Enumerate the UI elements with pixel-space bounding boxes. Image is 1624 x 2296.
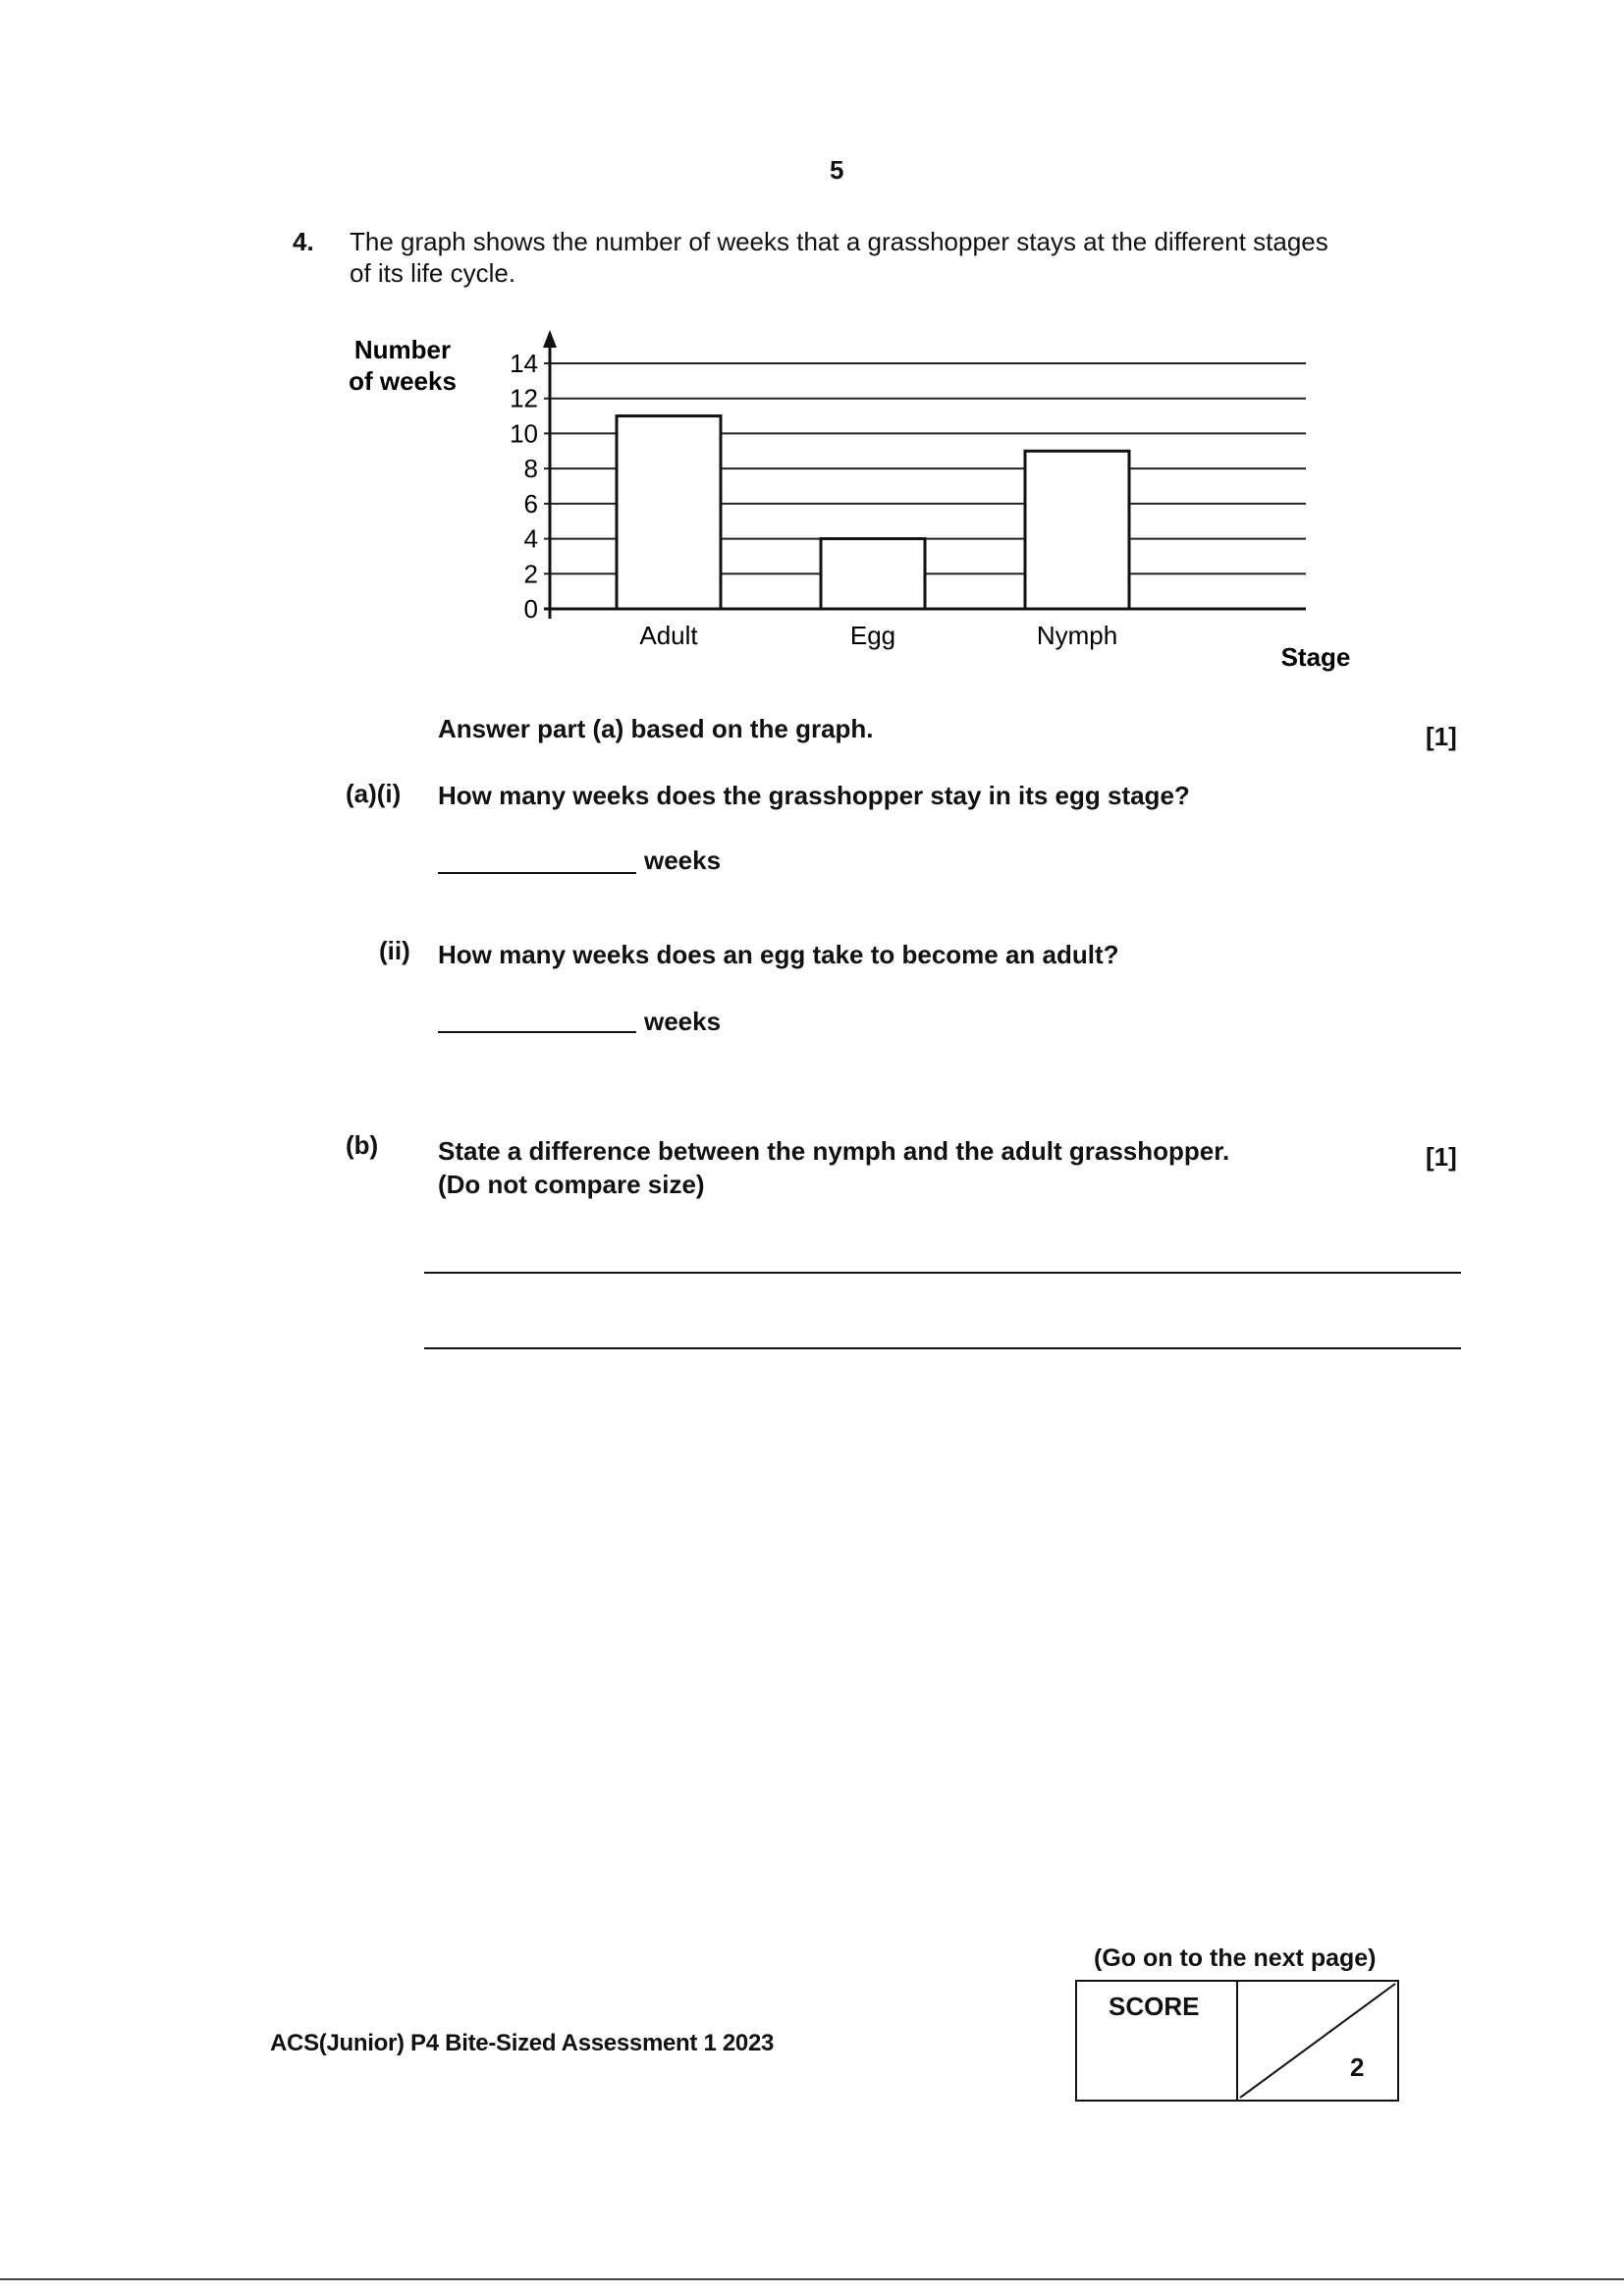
y-tick-label: 14 (510, 349, 538, 378)
y-tick-label: 0 (523, 594, 538, 624)
bars (617, 416, 1129, 609)
question-stem-line-1: The graph shows the number of weeks that a grasshopper stays at the different stages (350, 227, 1328, 256)
score-label: SCORE (1109, 1992, 1200, 2021)
part-a-i-label: (a)(i) (346, 779, 402, 808)
question-stem (350, 226, 1328, 289)
part-a-ii-unit: weeks (644, 1007, 722, 1036)
question-number: 4. (293, 227, 314, 256)
bar-adult (617, 416, 721, 609)
instruction-marks: [1] (1426, 722, 1457, 751)
bar-chart (324, 312, 1365, 685)
part-b-question-line-1: State a difference between the nymph and the adult grasshopper. (438, 1136, 1230, 1166)
x-tick-label: Nymph (1036, 621, 1118, 650)
y-axis-label-line-2: of weeks (349, 366, 457, 396)
part-a-i-unit: weeks (644, 846, 722, 875)
y-tick-label: 8 (523, 454, 538, 484)
part-a-ii-label: (ii) (379, 936, 410, 965)
y-tick-label: 12 (510, 383, 538, 413)
y-axis-label-line-1: Number (353, 335, 452, 364)
part-a-i-answer-blank[interactable] (438, 872, 636, 874)
part-a-i-question: How many weeks does the grasshopper stay in its egg stage? (438, 781, 1190, 810)
part-b-answer-line-2[interactable] (424, 1347, 1461, 1349)
x-tick-label: Egg (849, 621, 896, 650)
part-b-label: (b) (346, 1130, 379, 1160)
x-tick-label: Adult (639, 621, 698, 650)
x-tick-labels (639, 621, 1117, 650)
part-b-question-line-2: (Do not compare size) (438, 1170, 705, 1199)
question-stem-line-2: of its life cycle. (350, 258, 516, 288)
bar-egg (821, 539, 925, 609)
y-axis-arrow-icon (543, 330, 557, 348)
y-tick-label: 6 (523, 488, 538, 519)
part-a-ii-answer-blank[interactable] (438, 1031, 636, 1033)
y-tick-label: 4 (523, 523, 538, 554)
bottom-rule (0, 2278, 1624, 2280)
y-tick-label: 2 (523, 559, 538, 589)
x-axis-label: Stage (1280, 642, 1351, 672)
bar-nymph (1025, 451, 1129, 609)
score-max: 2 (1350, 2052, 1365, 2082)
part-b-marks: [1] (1426, 1142, 1457, 1172)
part-b-answer-line-1[interactable] (424, 1272, 1461, 1274)
score-cell (1077, 1982, 1238, 2100)
y-tick-labels (510, 349, 538, 624)
score-box (1075, 1980, 1399, 2102)
footer-text: ACS(Junior) P4 Bite-Sized Assessment 1 2023 (270, 2030, 775, 2056)
y-tick-label: 10 (510, 418, 538, 449)
instruction-text: Answer part (a) based on the graph. (438, 714, 874, 743)
part-a-ii-question: How many weeks does an egg take to become an adult? (438, 940, 1119, 969)
page-number: 5 (830, 155, 844, 185)
score-diagonal (1238, 1982, 1397, 2100)
go-on-text: (Go on to the next page) (1094, 1944, 1377, 1972)
